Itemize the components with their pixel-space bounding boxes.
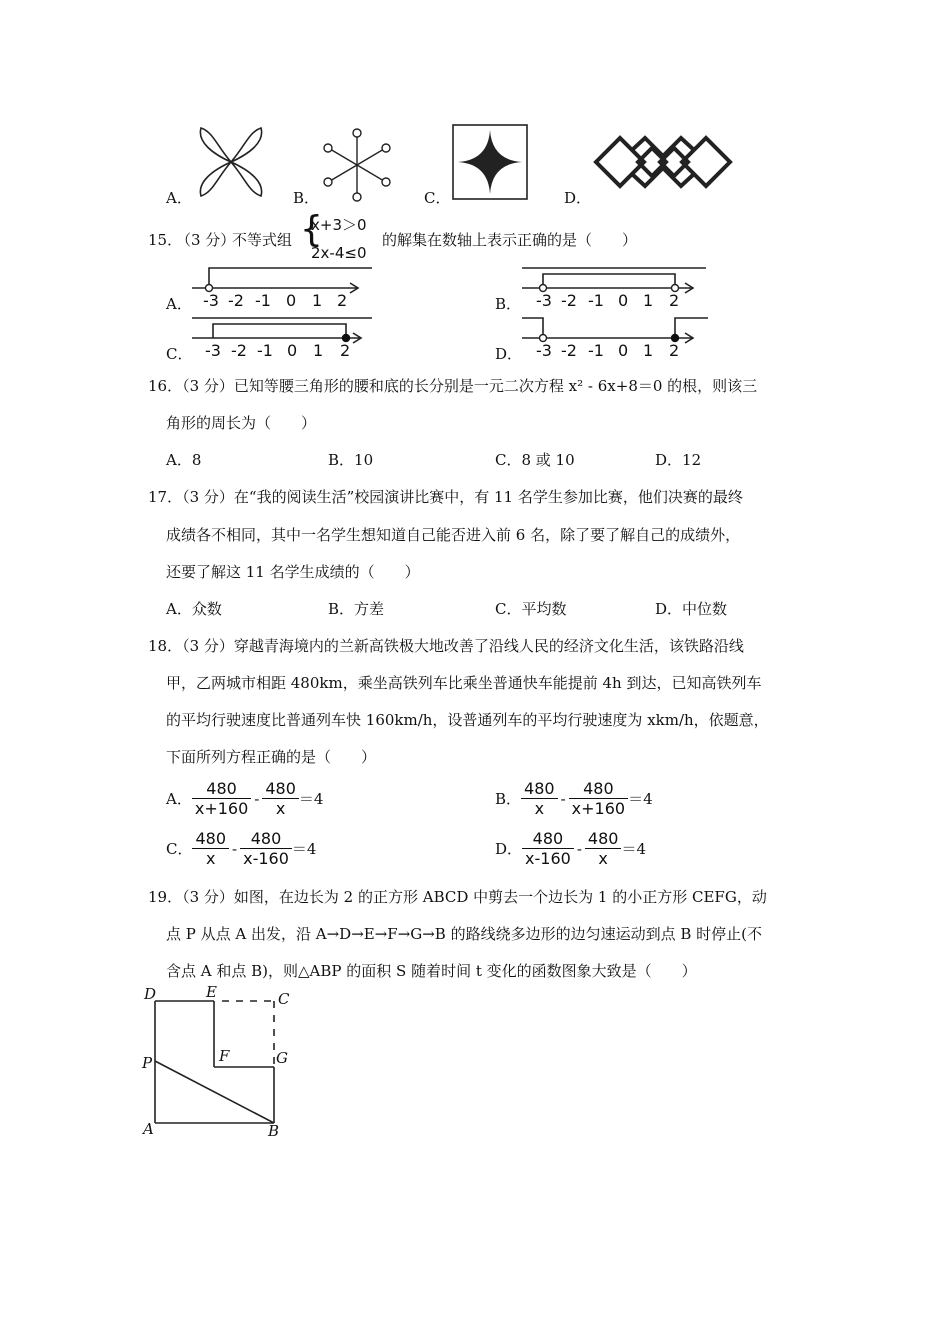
tick-label: -1 — [588, 341, 604, 360]
tick-label: 2 — [669, 291, 680, 310]
tick-label: -1 — [257, 341, 273, 360]
option-label: A． — [166, 790, 192, 808]
q16-line-1: 16．（3 分）已知等腰三角形的腰和底的长分别是一元二次方程 x² - 6x+8＝0 的根，则该三 — [148, 377, 758, 395]
label-d: D — [144, 985, 157, 1003]
denominator: x — [598, 849, 608, 868]
tick-label: 1 — [312, 291, 323, 310]
tick-label: 1 — [643, 291, 654, 310]
tick-label: -1 — [255, 291, 271, 310]
denominator: x-160 — [243, 849, 289, 868]
tick-label: 2 — [340, 341, 351, 360]
q17-line-3: 还要了解这 11 名学生成绩的（ ） — [166, 563, 420, 581]
numerator: 480 — [192, 829, 229, 849]
numerator: 480 — [569, 779, 628, 799]
q14-option-b-label[interactable]: B． — [293, 189, 320, 207]
tick-label: -3 — [203, 291, 219, 310]
label-a: A — [143, 1120, 154, 1138]
q18-line-3: 的平均行驶速度比普通列车快 160km/h，设普通列车的平均行驶速度为 xkm/h，依题意， — [166, 711, 769, 729]
fraction — [521, 779, 558, 818]
equals-rhs: ＝4 — [628, 790, 653, 808]
four-petal-flower-figure — [193, 124, 269, 200]
tick-label: -3 — [205, 341, 221, 360]
q16-option-c[interactable]: C．8 或 10 — [495, 451, 575, 469]
fraction — [262, 779, 299, 818]
q17-line-2: 成绩各不相同，其中一名学生想知道自己能否进入前 6 名，除了要了解自己的成绩外， — [166, 526, 741, 544]
equals-rhs: ＝4 — [621, 840, 646, 858]
tick-label: -2 — [231, 341, 247, 360]
tick-label: 2 — [669, 341, 680, 360]
denominator: x — [534, 799, 545, 818]
q14-option-c-label[interactable]: C． — [424, 189, 451, 207]
q18-option-a[interactable] — [166, 779, 323, 818]
q18-line-1: 18．（3 分）穿越青海境内的兰新高铁极大地改善了沿线人民的经济文化生活，该铁路沿线 — [148, 637, 744, 655]
fraction — [240, 829, 292, 868]
fraction — [192, 829, 229, 868]
q17-line-1: 17．（3 分）在“我的阅读生活”校园演讲比赛中，有 11 名学生参加比赛，他们决赛的最终 — [148, 488, 743, 506]
tick-label: 0 — [287, 341, 298, 360]
q15-option-a-label[interactable]: A． — [166, 295, 192, 313]
q17-option-c[interactable]: C．平均数 — [495, 600, 567, 618]
q16-option-d[interactable]: D．12 — [655, 451, 702, 469]
q19-line-2: 点 P 从点 A 出发，沿 A→D→E→F→G→B 的路线绕多边形的边匀速运动到点 B 时停止(不 — [166, 925, 763, 943]
label-f: F — [219, 1047, 230, 1065]
label-b: B — [268, 1122, 280, 1140]
label-c: C — [278, 990, 290, 1008]
tick-label: 0 — [286, 291, 297, 310]
tick-label: 1 — [643, 341, 654, 360]
operator: - — [560, 789, 566, 808]
tick-label: 0 — [618, 341, 629, 360]
q14-option-d-label[interactable]: D． — [564, 189, 592, 207]
equals-rhs: ＝4 — [298, 790, 324, 808]
label-g: G — [276, 1049, 288, 1067]
numerator: 480 — [240, 829, 292, 849]
q16-line-2: 角形的周长为（ ） — [166, 414, 317, 432]
numerator: 480 — [521, 779, 558, 799]
operator: - — [254, 789, 260, 808]
q16-option-a[interactable]: A．8 — [166, 451, 202, 469]
fraction — [522, 829, 574, 868]
equals-rhs: ＝4 — [291, 840, 317, 858]
q15-inequality-1: x+3＞0 — [311, 216, 367, 234]
q18-option-b[interactable] — [495, 779, 653, 818]
astroid-in-square-figure — [452, 124, 528, 200]
operator: - — [232, 839, 238, 858]
label-p: P — [142, 1054, 153, 1072]
option-label: D． — [495, 840, 523, 858]
q17-option-b[interactable]: B．方差 — [328, 600, 385, 618]
numerator: 480 — [522, 829, 574, 849]
q17-option-d[interactable]: D．中位数 — [655, 600, 728, 618]
tick-label: -2 — [561, 291, 577, 310]
q15-lead: 不等式组 — [232, 231, 293, 249]
operator: - — [576, 839, 582, 858]
fraction — [569, 779, 628, 818]
q16-option-b[interactable]: B．10 — [328, 451, 374, 469]
q17-option-a[interactable]: A．众数 — [166, 600, 222, 618]
option-label: B． — [495, 790, 522, 808]
q19-line-3: 含点 A 和点 B)，则△ABP 的面积 S 随着时间 t 变化的函数图象大致是（ ） — [166, 962, 697, 980]
numerator: 480 — [262, 779, 299, 799]
label-e: E — [206, 983, 217, 1001]
q15-option-c-label[interactable]: C． — [166, 345, 193, 363]
q18-option-d[interactable] — [495, 829, 646, 868]
q18-line-2: 甲，乙两城市相距 480km，乘坐高铁列车比乘坐普通快车能提前 4h 到达，已知高铁列车 — [166, 674, 762, 692]
tick-label: -2 — [561, 341, 577, 360]
denominator: x — [275, 799, 286, 818]
q15-score: （3 分） — [176, 231, 236, 249]
six-spoke-star-figure — [320, 128, 394, 202]
fraction — [192, 779, 251, 818]
q15-number: 15． — [148, 231, 183, 249]
q14-option-a-label[interactable]: A． — [166, 189, 192, 207]
tick-label: -3 — [536, 341, 552, 360]
q15-inequality-2: 2x-4≤0 — [311, 244, 367, 262]
numerator: 480 — [585, 829, 622, 849]
tick-label: -1 — [588, 291, 604, 310]
denominator: x+160 — [194, 799, 249, 818]
tick-label: 2 — [337, 291, 348, 310]
q15-question-tail: 的解集在数轴上表示正确的是（ ） — [382, 231, 638, 249]
fraction — [585, 829, 622, 868]
q19-line-1: 19．（3 分）如图，在边长为 2 的正方形 ABCD 中剪去一个边长为 1 的小正方形 CEFG，动 — [148, 888, 767, 906]
q18-option-c[interactable] — [166, 829, 316, 868]
tick-label: -2 — [228, 291, 244, 310]
q15-brace: { — [300, 209, 323, 250]
tick-label: 0 — [618, 291, 629, 310]
tick-label: 1 — [313, 341, 324, 360]
denominator: x — [206, 849, 216, 868]
q18-line-4: 下面所列方程正确的是（ ） — [166, 748, 377, 766]
denominator: x+160 — [571, 799, 626, 818]
interlocked-diamonds-figure — [592, 134, 734, 190]
q15-option-d-label[interactable]: D． — [495, 345, 523, 363]
option-label: C． — [166, 840, 193, 858]
tick-label: -3 — [536, 291, 552, 310]
denominator: x-160 — [525, 849, 571, 868]
numerator: 480 — [192, 779, 251, 799]
q15-option-b-label[interactable]: B． — [495, 295, 522, 313]
